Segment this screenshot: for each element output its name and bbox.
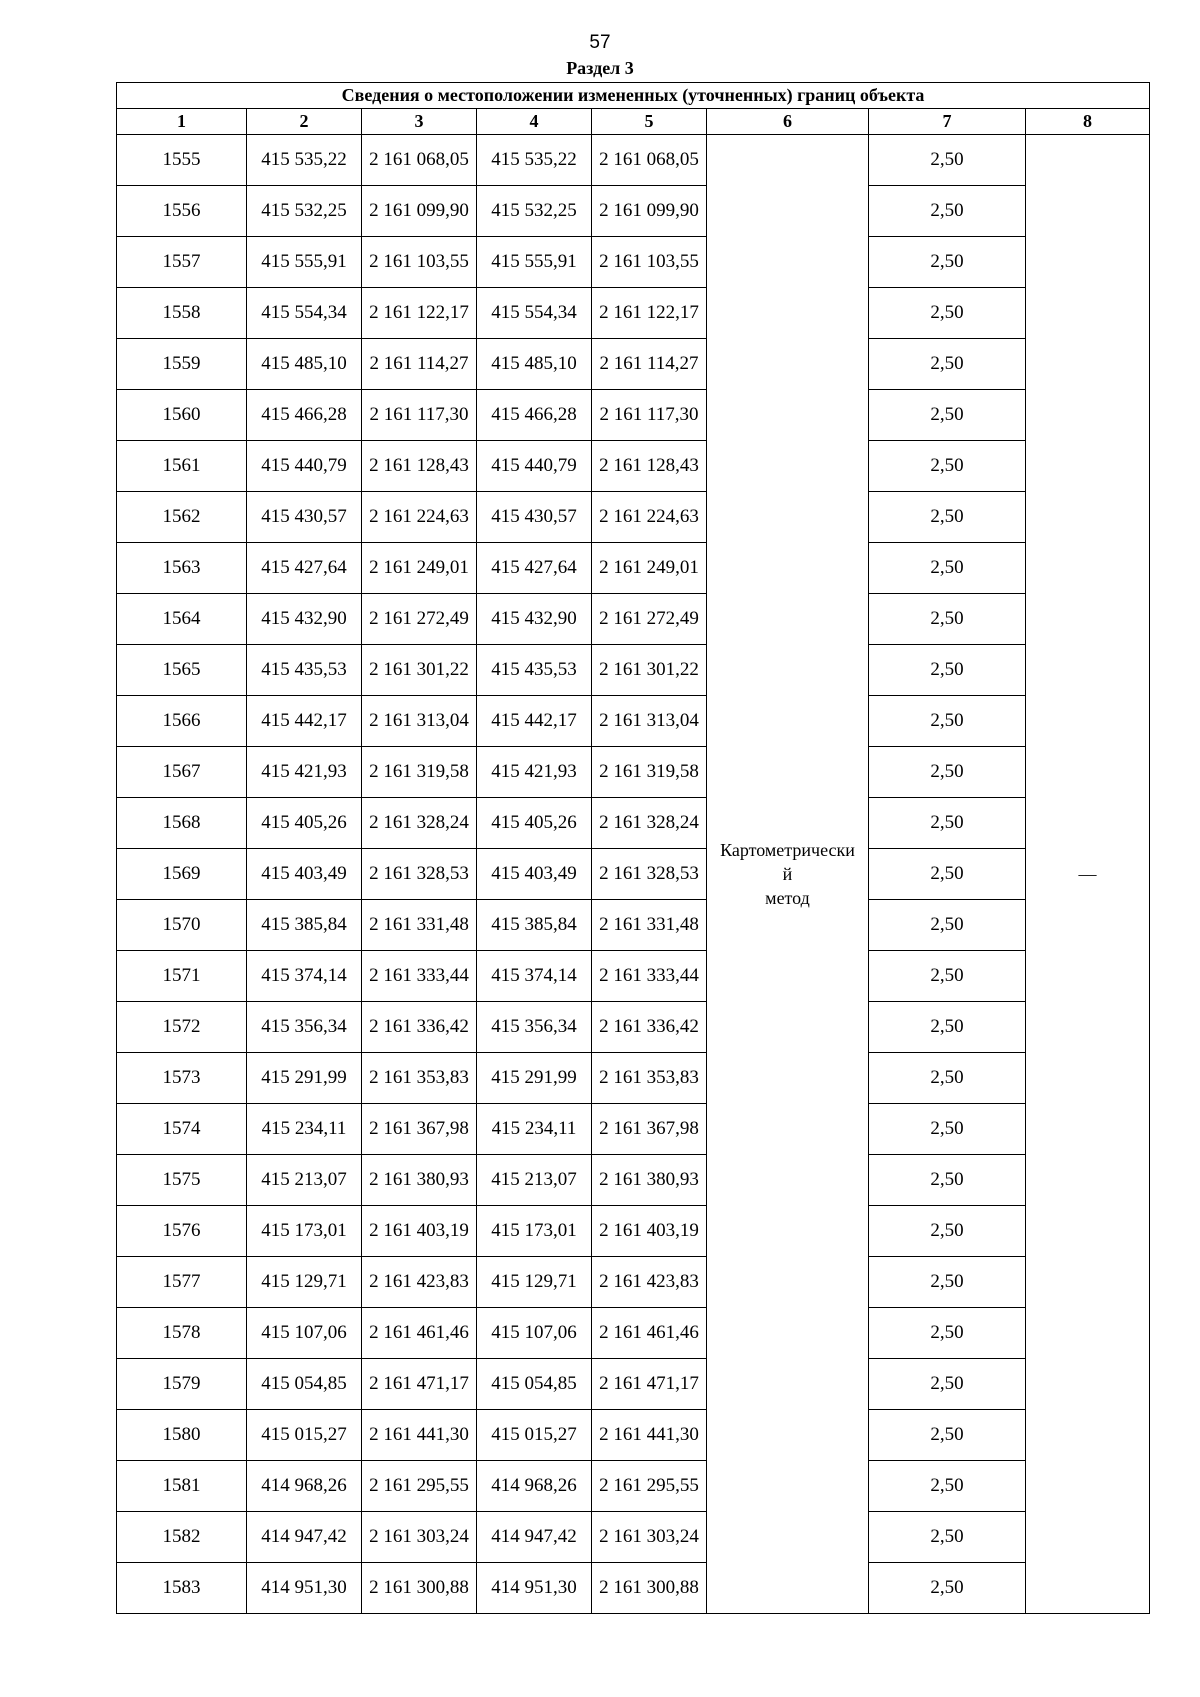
table-row — [117, 900, 1150, 951]
point-number-cell: 1561 — [117, 441, 247, 492]
error-value-cell: 2,50 — [869, 1155, 1026, 1206]
column-header: 1 — [117, 109, 247, 135]
x-coordinate-cell: 415 213,07 — [477, 1155, 592, 1206]
column-header: 2 — [247, 109, 362, 135]
x-coordinate-cell: 415 485,10 — [247, 339, 362, 390]
error-value-cell: 2,50 — [869, 1257, 1026, 1308]
x-coordinate-cell: 415 442,17 — [247, 696, 362, 747]
x-coordinate-cell: 415 054,85 — [247, 1359, 362, 1410]
table-row — [117, 186, 1150, 237]
y-coordinate-cell: 2 161 128,43 — [362, 441, 477, 492]
x-coordinate-cell: 415 234,11 — [247, 1104, 362, 1155]
y-coordinate-cell: 2 161 068,05 — [362, 135, 477, 186]
x-coordinate-cell: 414 968,26 — [247, 1461, 362, 1512]
x-coordinate-cell: 414 968,26 — [477, 1461, 592, 1512]
point-number-cell: 1572 — [117, 1002, 247, 1053]
point-number-cell: 1566 — [117, 696, 247, 747]
point-number-cell: 1583 — [117, 1563, 247, 1614]
x-coordinate-cell: 415 555,91 — [247, 237, 362, 288]
error-value-cell: 2,50 — [869, 900, 1026, 951]
point-number-cell: 1560 — [117, 390, 247, 441]
column-header: 8 — [1026, 109, 1150, 135]
x-coordinate-cell: 415 485,10 — [477, 339, 592, 390]
table-row — [117, 339, 1150, 390]
y-coordinate-cell: 2 161 353,83 — [362, 1053, 477, 1104]
error-value-cell: 2,50 — [869, 594, 1026, 645]
point-number-cell: 1558 — [117, 288, 247, 339]
x-coordinate-cell: 415 356,34 — [477, 1002, 592, 1053]
table-row — [117, 798, 1150, 849]
error-value-cell: 2,50 — [869, 1563, 1026, 1614]
table-row — [117, 1206, 1150, 1257]
x-coordinate-cell: 415 427,64 — [477, 543, 592, 594]
error-value-cell: 2,50 — [869, 849, 1026, 900]
column-header: 4 — [477, 109, 592, 135]
error-value-cell: 2,50 — [869, 645, 1026, 696]
method-text-line: метод — [765, 888, 810, 908]
x-coordinate-cell: 415 129,71 — [477, 1257, 592, 1308]
point-number-cell: 1563 — [117, 543, 247, 594]
y-coordinate-cell: 2 161 303,24 — [362, 1512, 477, 1563]
point-number-cell: 1559 — [117, 339, 247, 390]
x-coordinate-cell: 415 405,26 — [477, 798, 592, 849]
y-coordinate-cell: 2 161 380,93 — [592, 1155, 707, 1206]
point-number-cell: 1562 — [117, 492, 247, 543]
point-number-cell: 1579 — [117, 1359, 247, 1410]
point-number-cell: 1570 — [117, 900, 247, 951]
point-number-cell: 1571 — [117, 951, 247, 1002]
y-coordinate-cell: 2 161 423,83 — [362, 1257, 477, 1308]
x-coordinate-cell: 415 374,14 — [477, 951, 592, 1002]
x-coordinate-cell: 415 356,34 — [247, 1002, 362, 1053]
x-coordinate-cell: 415 213,07 — [247, 1155, 362, 1206]
x-coordinate-cell: 415 403,49 — [247, 849, 362, 900]
x-coordinate-cell: 415 234,11 — [477, 1104, 592, 1155]
table-row — [117, 1104, 1150, 1155]
table-row — [117, 594, 1150, 645]
y-coordinate-cell: 2 161 249,01 — [362, 543, 477, 594]
table-row — [117, 1512, 1150, 1563]
y-coordinate-cell: 2 161 128,43 — [592, 441, 707, 492]
y-coordinate-cell: 2 161 441,30 — [592, 1410, 707, 1461]
error-value-cell: 2,50 — [869, 1002, 1026, 1053]
error-value-cell: 2,50 — [869, 747, 1026, 798]
point-number-cell: 1576 — [117, 1206, 247, 1257]
x-coordinate-cell: 415 535,22 — [477, 135, 592, 186]
x-coordinate-cell: 415 385,84 — [247, 900, 362, 951]
point-number-cell: 1573 — [117, 1053, 247, 1104]
page-number: 57 — [589, 32, 611, 53]
table-row — [117, 1002, 1150, 1053]
error-value-cell: 2,50 — [869, 441, 1026, 492]
table-row — [117, 1410, 1150, 1461]
x-coordinate-cell: 415 107,06 — [247, 1308, 362, 1359]
error-value-cell: 2,50 — [869, 288, 1026, 339]
x-coordinate-cell: 415 532,25 — [247, 186, 362, 237]
y-coordinate-cell: 2 161 461,46 — [592, 1308, 707, 1359]
x-coordinate-cell: 415 555,91 — [477, 237, 592, 288]
y-coordinate-cell: 2 161 336,42 — [592, 1002, 707, 1053]
x-coordinate-cell: 415 466,28 — [477, 390, 592, 441]
table-row — [117, 441, 1150, 492]
y-coordinate-cell: 2 161 122,17 — [362, 288, 477, 339]
x-coordinate-cell: 415 440,79 — [247, 441, 362, 492]
point-number-cell: 1568 — [117, 798, 247, 849]
error-value-cell: 2,50 — [869, 1461, 1026, 1512]
point-number-cell: 1575 — [117, 1155, 247, 1206]
y-coordinate-cell: 2 161 313,04 — [362, 696, 477, 747]
x-coordinate-cell: 415 554,34 — [477, 288, 592, 339]
y-coordinate-cell: 2 161 403,19 — [362, 1206, 477, 1257]
error-value-cell: 2,50 — [869, 492, 1026, 543]
y-coordinate-cell: 2 161 328,24 — [592, 798, 707, 849]
y-coordinate-cell: 2 161 328,53 — [362, 849, 477, 900]
table-row — [117, 390, 1150, 441]
table-row — [117, 951, 1150, 1002]
y-coordinate-cell: 2 161 099,90 — [362, 186, 477, 237]
x-coordinate-cell: 414 951,30 — [247, 1563, 362, 1614]
error-value-cell: 2,50 — [869, 1359, 1026, 1410]
y-coordinate-cell: 2 161 272,49 — [362, 594, 477, 645]
y-coordinate-cell: 2 161 328,24 — [362, 798, 477, 849]
y-coordinate-cell: 2 161 441,30 — [362, 1410, 477, 1461]
x-coordinate-cell: 415 554,34 — [247, 288, 362, 339]
x-coordinate-cell: 415 466,28 — [247, 390, 362, 441]
x-coordinate-cell: 414 947,42 — [477, 1512, 592, 1563]
y-coordinate-cell: 2 161 353,83 — [592, 1053, 707, 1104]
column-header: 3 — [362, 109, 477, 135]
x-coordinate-cell: 415 015,27 — [477, 1410, 592, 1461]
error-value-cell: 2,50 — [869, 390, 1026, 441]
error-value-cell: 2,50 — [869, 798, 1026, 849]
y-coordinate-cell: 2 161 224,63 — [592, 492, 707, 543]
table-row — [117, 135, 1150, 186]
y-coordinate-cell: 2 161 471,17 — [592, 1359, 707, 1410]
column-header: 6 — [707, 109, 869, 135]
error-value-cell: 2,50 — [869, 951, 1026, 1002]
y-coordinate-cell: 2 161 336,42 — [362, 1002, 477, 1053]
y-coordinate-cell: 2 161 272,49 — [592, 594, 707, 645]
y-coordinate-cell: 2 161 249,01 — [592, 543, 707, 594]
point-number-cell: 1564 — [117, 594, 247, 645]
x-coordinate-cell: 415 385,84 — [477, 900, 592, 951]
x-coordinate-cell: 415 432,90 — [477, 594, 592, 645]
table-row — [117, 849, 1150, 900]
error-value-cell: 2,50 — [869, 1308, 1026, 1359]
y-coordinate-cell: 2 161 122,17 — [592, 288, 707, 339]
point-number-cell: 1580 — [117, 1410, 247, 1461]
error-value-cell: 2,50 — [869, 696, 1026, 747]
method-text-line: й — [782, 864, 793, 884]
y-coordinate-cell: 2 161 301,22 — [362, 645, 477, 696]
y-coordinate-cell: 2 161 461,46 — [362, 1308, 477, 1359]
error-value-cell: 2,50 — [869, 339, 1026, 390]
table-row — [117, 1053, 1150, 1104]
error-value-cell: 2,50 — [869, 1206, 1026, 1257]
column-header: 7 — [869, 109, 1026, 135]
error-value-cell: 2,50 — [869, 1512, 1026, 1563]
table-row — [117, 747, 1150, 798]
error-value-cell: 2,50 — [869, 1410, 1026, 1461]
y-coordinate-cell: 2 161 313,04 — [592, 696, 707, 747]
column-8-cell: — — [1026, 135, 1150, 1614]
y-coordinate-cell: 2 161 300,88 — [592, 1563, 707, 1614]
y-coordinate-cell: 2 161 114,27 — [592, 339, 707, 390]
point-number-cell: 1556 — [117, 186, 247, 237]
x-coordinate-cell: 415 405,26 — [247, 798, 362, 849]
y-coordinate-cell: 2 161 117,30 — [362, 390, 477, 441]
table-row — [117, 696, 1150, 747]
error-value-cell: 2,50 — [869, 1053, 1026, 1104]
y-coordinate-cell: 2 161 099,90 — [592, 186, 707, 237]
x-coordinate-cell: 415 107,06 — [477, 1308, 592, 1359]
x-coordinate-cell: 415 430,57 — [247, 492, 362, 543]
table-row — [117, 492, 1150, 543]
x-coordinate-cell: 415 374,14 — [247, 951, 362, 1002]
method-text-line: Картометрически — [720, 840, 855, 860]
table-row — [117, 543, 1150, 594]
x-coordinate-cell: 415 421,93 — [477, 747, 592, 798]
y-coordinate-cell: 2 161 295,55 — [592, 1461, 707, 1512]
y-coordinate-cell: 2 161 367,98 — [592, 1104, 707, 1155]
x-coordinate-cell: 415 054,85 — [477, 1359, 592, 1410]
table-row — [117, 288, 1150, 339]
error-value-cell: 2,50 — [869, 543, 1026, 594]
method-cell — [707, 135, 869, 1614]
x-coordinate-cell: 415 532,25 — [477, 186, 592, 237]
x-coordinate-cell: 414 947,42 — [247, 1512, 362, 1563]
point-number-cell: 1581 — [117, 1461, 247, 1512]
x-coordinate-cell: 415 435,53 — [477, 645, 592, 696]
y-coordinate-cell: 2 161 068,05 — [592, 135, 707, 186]
table-body — [117, 135, 1150, 1614]
point-number-cell: 1574 — [117, 1104, 247, 1155]
error-value-cell: 2,50 — [869, 135, 1026, 186]
table-row — [117, 1461, 1150, 1512]
x-coordinate-cell: 415 403,49 — [477, 849, 592, 900]
y-coordinate-cell: 2 161 319,58 — [362, 747, 477, 798]
table-row — [117, 237, 1150, 288]
x-coordinate-cell: 415 421,93 — [247, 747, 362, 798]
y-coordinate-cell: 2 161 331,48 — [362, 900, 477, 951]
y-coordinate-cell: 2 161 333,44 — [362, 951, 477, 1002]
y-coordinate-cell: 2 161 403,19 — [592, 1206, 707, 1257]
x-coordinate-cell: 415 173,01 — [247, 1206, 362, 1257]
x-coordinate-cell: 415 430,57 — [477, 492, 592, 543]
point-number-cell: 1565 — [117, 645, 247, 696]
x-coordinate-cell: 415 427,64 — [247, 543, 362, 594]
error-value-cell: 2,50 — [869, 1104, 1026, 1155]
y-coordinate-cell: 2 161 295,55 — [362, 1461, 477, 1512]
y-coordinate-cell: 2 161 319,58 — [592, 747, 707, 798]
y-coordinate-cell: 2 161 331,48 — [592, 900, 707, 951]
section-title: Раздел 3 — [566, 58, 634, 78]
x-coordinate-cell: 415 432,90 — [247, 594, 362, 645]
y-coordinate-cell: 2 161 114,27 — [362, 339, 477, 390]
y-coordinate-cell: 2 161 117,30 — [592, 390, 707, 441]
table-row — [117, 1308, 1150, 1359]
point-number-cell: 1578 — [117, 1308, 247, 1359]
error-value-cell: 2,50 — [869, 237, 1026, 288]
x-coordinate-cell: 415 015,27 — [247, 1410, 362, 1461]
x-coordinate-cell: 415 535,22 — [247, 135, 362, 186]
point-number-cell: 1567 — [117, 747, 247, 798]
point-number-cell: 1577 — [117, 1257, 247, 1308]
x-coordinate-cell: 415 435,53 — [247, 645, 362, 696]
x-coordinate-cell: 415 129,71 — [247, 1257, 362, 1308]
table-row — [117, 1359, 1150, 1410]
table-row — [117, 1563, 1150, 1614]
column-header: 5 — [592, 109, 707, 135]
table-row — [117, 645, 1150, 696]
table-caption: Сведения о местоположении измененных (уточненных) границ объекта — [117, 83, 1150, 109]
x-coordinate-cell: 415 291,99 — [247, 1053, 362, 1104]
y-coordinate-cell: 2 161 328,53 — [592, 849, 707, 900]
y-coordinate-cell: 2 161 380,93 — [362, 1155, 477, 1206]
table-row — [117, 1155, 1150, 1206]
boundary-coordinates-table — [116, 82, 1150, 1614]
point-number-cell: 1555 — [117, 135, 247, 186]
point-number-cell: 1569 — [117, 849, 247, 900]
point-number-cell: 1582 — [117, 1512, 247, 1563]
point-number-cell: 1557 — [117, 237, 247, 288]
y-coordinate-cell: 2 161 103,55 — [592, 237, 707, 288]
y-coordinate-cell: 2 161 103,55 — [362, 237, 477, 288]
table-row — [117, 1257, 1150, 1308]
error-value-cell: 2,50 — [869, 186, 1026, 237]
x-coordinate-cell: 415 291,99 — [477, 1053, 592, 1104]
y-coordinate-cell: 2 161 303,24 — [592, 1512, 707, 1563]
y-coordinate-cell: 2 161 471,17 — [362, 1359, 477, 1410]
y-coordinate-cell: 2 161 367,98 — [362, 1104, 477, 1155]
x-coordinate-cell: 414 951,30 — [477, 1563, 592, 1614]
x-coordinate-cell: 415 173,01 — [477, 1206, 592, 1257]
x-coordinate-cell: 415 440,79 — [477, 441, 592, 492]
y-coordinate-cell: 2 161 300,88 — [362, 1563, 477, 1614]
y-coordinate-cell: 2 161 301,22 — [592, 645, 707, 696]
y-coordinate-cell: 2 161 423,83 — [592, 1257, 707, 1308]
y-coordinate-cell: 2 161 333,44 — [592, 951, 707, 1002]
x-coordinate-cell: 415 442,17 — [477, 696, 592, 747]
y-coordinate-cell: 2 161 224,63 — [362, 492, 477, 543]
